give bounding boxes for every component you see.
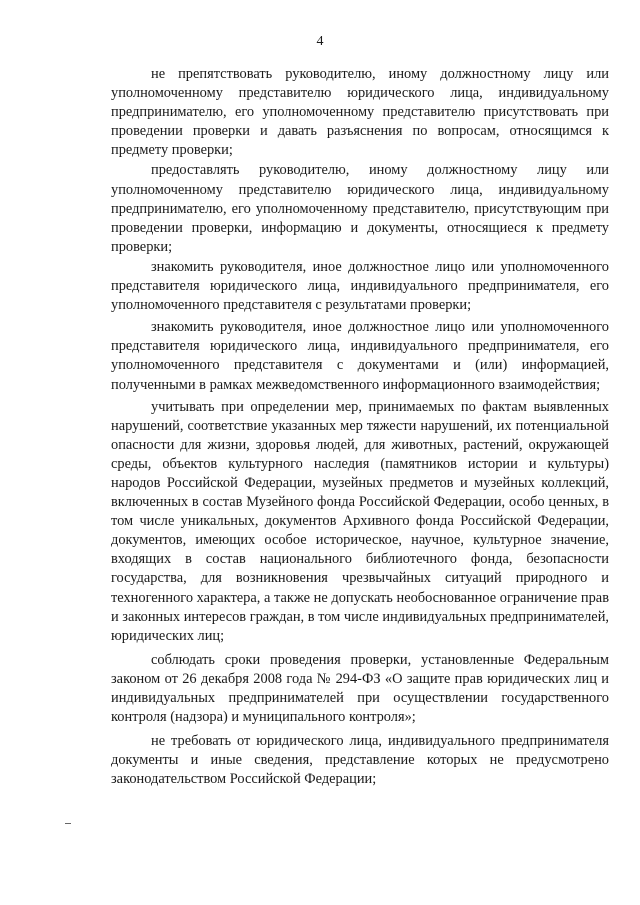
- paragraph-provide-information: предоставлять руководителю, иному должностному лицу или уполномоченному представителю юридического лица, индивидуальному предпринимателю, его уполномоченному представителю, присутствующим при проведении проверки, информацию и документы, относящиеся к предмету проверки;: [111, 162, 609, 255]
- page-number: 4: [316, 34, 324, 49]
- paragraph-no-obstruction: не препятствовать руководителю, иному должностному лицу или уполномоченному представителю юридического лица, индивидуальному предпринимателю, его уполномоченному представителю присутствовать при проведении проверки и давать разъяснения по вопросам, относящимся к предмету проверки;: [111, 66, 609, 159]
- paragraph-observe-deadlines: соблюдать сроки проведения проверки, установленные Федеральным законом от 26 декабря 2008 года № 294-ФЗ «О защите прав юридических лиц и индивидуальных предпринимателей при осуществлении государственного контроля (надзора) и муниципального контроля»;: [111, 651, 609, 726]
- document-body: [111, 65, 609, 789]
- paragraph-no-extra-documents: не требовать от юридического лица, индивидуального предпринимателя документы и иные сведения, представление которых не предусмотрено законодательством Российской Федерации;: [111, 733, 609, 788]
- paragraph-familiarize-documents: знакомить руководителя, иное должностное лицо или уполномоченного представителя юридического лица, индивидуального предпринимателя, его уполномоченного представителя с документами и (или) информацией, полученными в рамках межведомственного информационного взаимодействия;: [111, 319, 609, 393]
- paragraph-familiarize-results: знакомить руководителя, иное должностное лицо или уполномоченного представителя юридического лица, индивидуального предпринимателя, его уполномоченного представителя с результатами проверки;: [111, 258, 609, 314]
- margin-mark: [65, 823, 71, 824]
- paragraph-consider-measures: учитывать при определении мер, принимаемых по фактам выявленных нарушений, соответствие указанных мер тяжести нарушений, их потенциальной опасности для жизни, здоровья людей, для животных, растений, окружающей среды, объектов культурного наследия (памятников истории и культуры) народов Российской Федерации, музейных предметов и музейных коллекций, включенных в состав Музейного фонда Российской Федерации, особо ценных, в том числе уникальных, документов Архивного фонда Российской Федерации, документов, имеющих особое историческое, научное, культурное значение, входящих в состав национального библиотечного фонда, безопасности государства, для возникновения чрезвычайных ситуаций природного и техногенного характера, а также не допускать необоснованное ограничение прав и законных интересов граждан, в том числе индивидуальных предпринимателей, юридических лиц;: [111, 398, 609, 644]
